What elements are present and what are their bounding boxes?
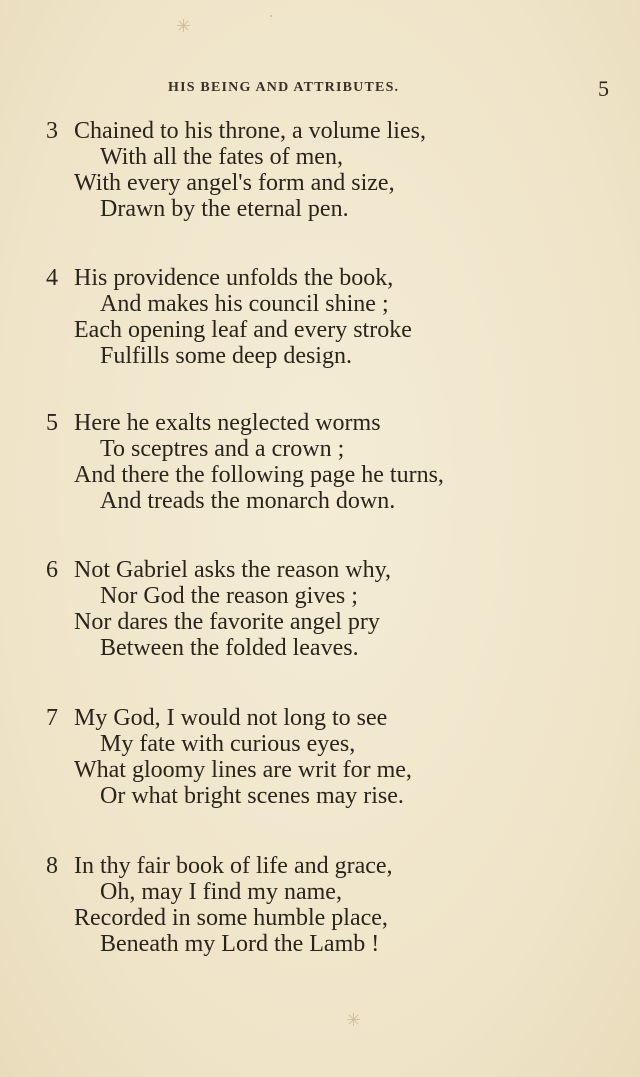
- verse-line: Recorded in some humble place,: [74, 905, 388, 931]
- verse-line: Fulfills some deep design.: [100, 343, 352, 369]
- stanza-number: 5: [46, 410, 58, 436]
- verse-line: My God, I would not long to see: [74, 705, 388, 731]
- stanza-number: 4: [46, 265, 58, 291]
- verse-line: Chained to his throne, a volume lies,: [74, 118, 426, 144]
- verse-line: My fate with curious eyes,: [100, 731, 356, 757]
- verse-line: With all the fates of men,: [100, 144, 343, 170]
- verse-line: To sceptres and a crown ;: [100, 436, 345, 462]
- stanza-number: 7: [46, 705, 58, 731]
- verse-line: With every angel's form and size,: [74, 170, 395, 196]
- verse-line: Not Gabriel asks the reason why,: [74, 557, 392, 583]
- verse-line: And makes his council shine ;: [100, 291, 389, 317]
- verse-line: Nor God the reason gives ;: [100, 583, 358, 609]
- verse-line: Each opening leaf and every stroke: [74, 317, 412, 343]
- page-number: 5: [598, 76, 609, 101]
- verse-line: Nor dares the favorite angel pry: [74, 609, 380, 635]
- stanza-number: 8: [46, 853, 58, 879]
- verse-line: His providence unfolds the book,: [74, 265, 394, 291]
- verse-line: Between the folded leaves.: [100, 635, 359, 661]
- verse-line: Drawn by the eternal pen.: [100, 196, 349, 222]
- verse-line: Here he exalts neglected worms: [74, 410, 381, 436]
- verse-line: In thy fair book of life and grace,: [74, 853, 393, 879]
- verse-line: Oh, may I find my name,: [100, 879, 342, 905]
- stanza-number: 6: [46, 557, 58, 583]
- bottom-stain-mark: ✳: [346, 1010, 362, 1030]
- verse-line: Or what bright scenes may rise.: [100, 783, 404, 809]
- running-title: HIS BEING AND ATTRIBUTES.: [168, 80, 400, 95]
- running-head: [0, 76, 640, 102]
- top-stain-mark-2: ·: [268, 6, 274, 26]
- verse-line: And there the following page he turns,: [74, 462, 444, 488]
- stanza-number: 3: [46, 118, 58, 144]
- top-stain-mark: ✳: [176, 16, 192, 36]
- verse-line: And treads the monarch down.: [100, 488, 396, 514]
- verse-line: What gloomy lines are writ for me,: [74, 757, 412, 783]
- verse-line: Beneath my Lord the Lamb !: [100, 931, 380, 957]
